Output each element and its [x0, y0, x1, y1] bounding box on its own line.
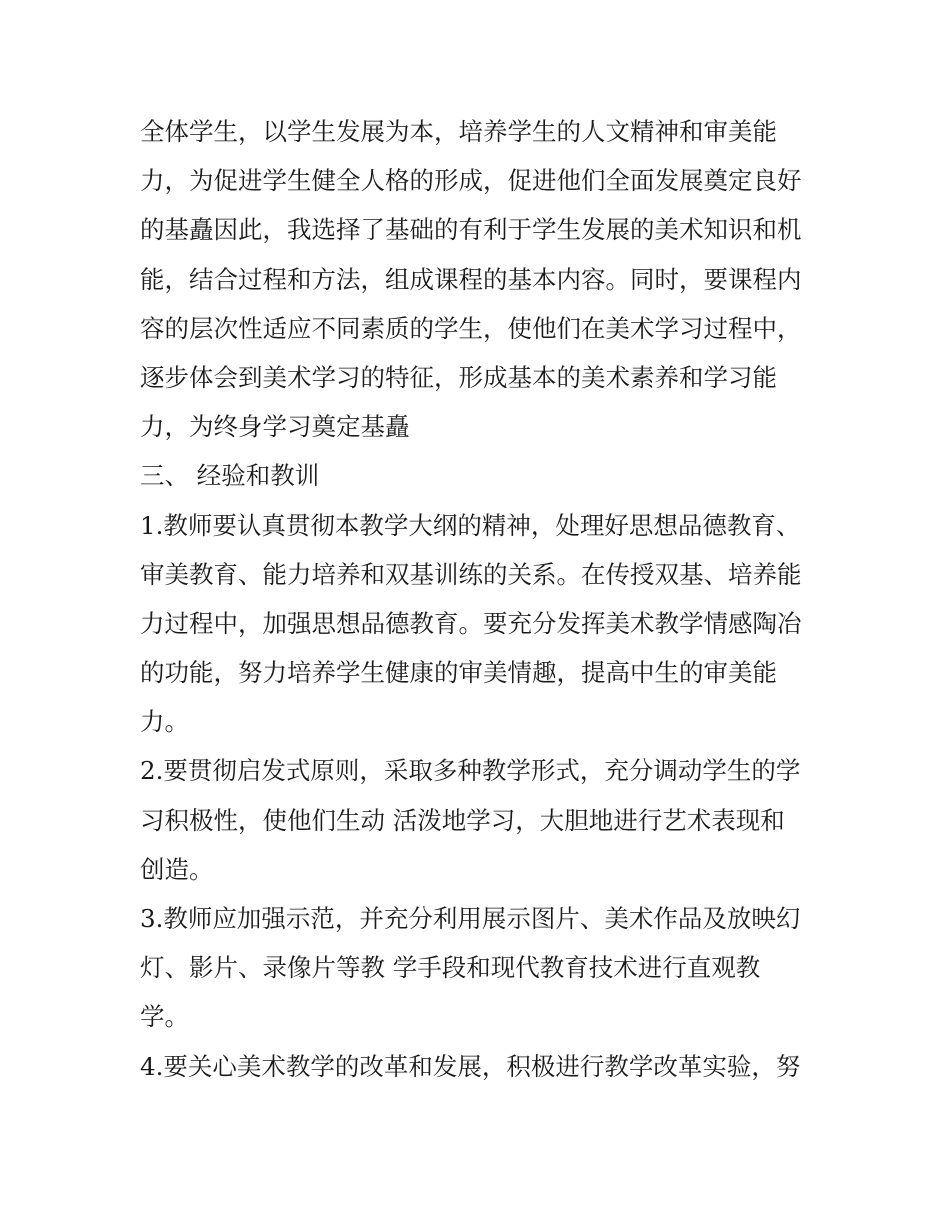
text-line: 2.要贯彻启发式原则，采取多种教学形式，充分调动学生的学 — [140, 756, 801, 786]
text-line: 力，为促进学生健全人格的形成，促进他们全面发展奠定良好 — [140, 166, 802, 196]
section-heading: 三、 经验和教训 — [140, 461, 320, 491]
text-line: 的功能，努力培养学生健康的审美情趣，提高中生的审美能 — [140, 658, 777, 688]
text-line: 1.教师要认真贯彻本教学大纲的精神，处理好思想品德教育、 — [140, 510, 801, 540]
text-line: 习积极性，使他们生动 活泼地学习，大胆地进行艺术表现和 — [140, 805, 785, 835]
text-line: 创造。 — [140, 854, 214, 884]
text-line: 学。 — [140, 1002, 189, 1032]
text-line: 4.要关心美术教学的改革和发展，积极进行教学改革实验，努 — [140, 1051, 801, 1081]
text-line: 能，结合过程和方法，组成课程的基本内容。同时，要课程内 — [140, 264, 802, 294]
document-body — [140, 107, 820, 1091]
text-line: 力，为终身学习奠定基矗 — [140, 412, 410, 442]
text-line: 力过程中，加强思想品德教育。要充分发挥美术教学情感陶冶 — [140, 608, 802, 638]
text-line: 全体学生，以学生发展为本，培养学生的人文精神和审美能 — [140, 117, 777, 146]
text-line: 力。 — [140, 707, 189, 737]
text-line: 容的层次性适应不同素质的学生，使他们在美术学习过程中， — [140, 313, 802, 343]
text-line: 逐步体会到美术学习的特征，形成基本的美术素养和学习能 — [140, 362, 777, 392]
text-line: 的基矗因此，我选择了基础的有利于学生发展的美术知识和机 — [140, 215, 802, 245]
text-line: 灯、影片、录像片等教 学手段和现代教育技术进行直观教 — [140, 953, 761, 983]
text-line: 3.教师应加强示范，并充分利用展示图片、美术作品及放映幻 — [140, 904, 801, 933]
text-line: 审美教育、能力培养和双基训练的关系。在传授双基、培养能 — [140, 559, 802, 589]
